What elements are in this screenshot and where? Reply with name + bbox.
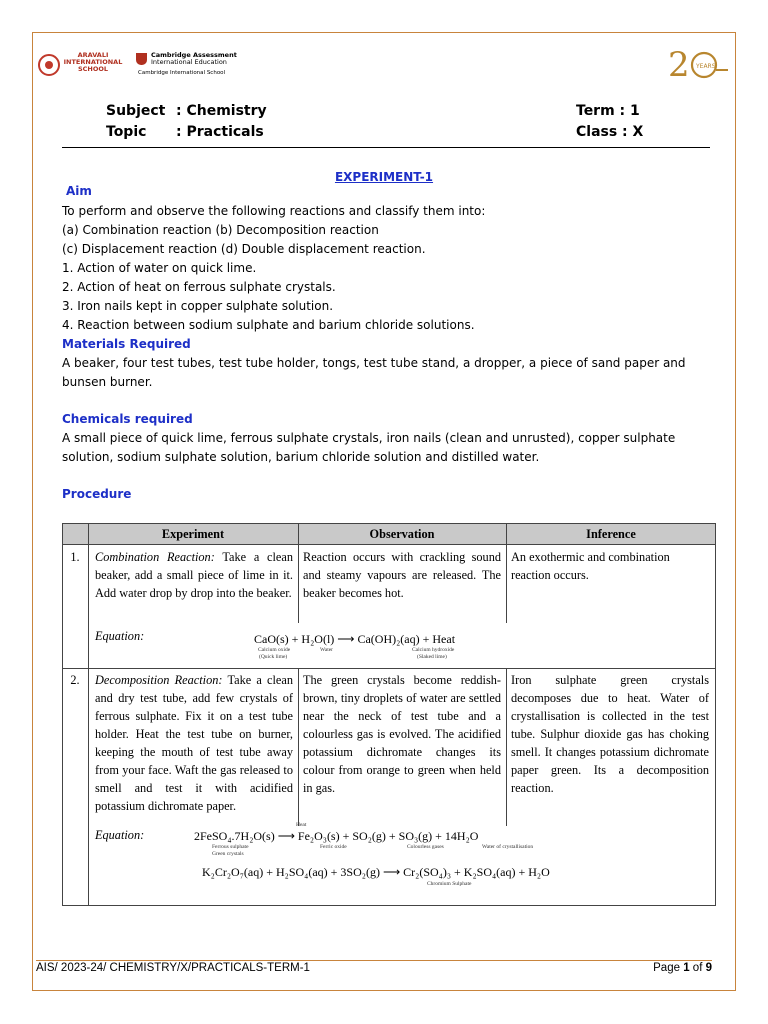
row2-eq-sub: Colourless gases	[407, 844, 444, 850]
row1-equation-label: Equation:	[95, 629, 145, 643]
school-logo	[38, 52, 124, 84]
row2-equation2: K₂Cr₂O₇(aq) + H₂SO₄(aq) + 3SO₂(g) ⟶ Cr₂(SO₄)₃ + K₂SO₄(aq) + H₂O	[202, 865, 550, 879]
header-observation: Observation	[369, 527, 435, 541]
row2-experiment: Decomposition Reaction: Take a clean and dry test tube, add few crystals of ferrous sulphate. Fix it on a test tube holder. Heat the test tube on burner, keeping the mouth of test tube away from your face. Waft the gas released to smell and test it with acidified potassium dichromate paper.	[95, 673, 293, 813]
row1-eq-sub: Water	[320, 647, 333, 653]
svg-text:2: 2	[668, 45, 690, 84]
table-col-divider	[298, 669, 299, 826]
procedure-table	[62, 523, 716, 906]
row1-eq-sub: Calcium hydroxide	[412, 647, 455, 653]
row2-equation: 2FeSO₄.7H₂O(s) ⟶ Fe₂O₃(s) + SO₂(g) + SO₃(g) + 14H₂O	[194, 829, 479, 843]
table-col-divider	[88, 523, 89, 906]
row1-experiment: Combination Reaction: Take a clean beaker, add a small piece of lime in it. Add water drop by drop into the beaker.	[95, 550, 293, 600]
materials-heading: Materials Required	[62, 337, 191, 351]
row2-eq-sub: Green crystals	[212, 851, 244, 857]
chemicals-heading: Chemicals required	[62, 412, 193, 426]
row2-eq-heat: Heat	[296, 822, 307, 828]
subject-value: : Chemistry	[176, 103, 267, 119]
cambridge-logo	[136, 52, 246, 80]
header-divider	[62, 147, 710, 148]
anniversary-20-icon	[666, 44, 730, 84]
row1-inference: An exothermic and combination reaction occurs.	[511, 550, 670, 582]
row1-observation: Reaction occurs with crackling sound and steamy vapours are released. The beaker becomes hot.	[303, 550, 501, 600]
materials-line: A beaker, four test tubes, test tube holder, tongs, test tube stand, a dropper, a piece of sand paper and	[62, 356, 686, 370]
procedure-heading: Procedure	[62, 487, 132, 501]
aim-line: 4. Reaction between sodium sulphate and barium chloride solutions.	[62, 318, 475, 332]
school-seal-icon	[38, 54, 60, 76]
row2-inference: Iron sulphate green crystals decomposes due to heat. Water of crystallisation is collected in the test tube. Sulphur dioxide gas has choking smell. It changes potassium dichromate paper green. Its a decomposition reaction.	[511, 673, 709, 795]
chemicals-line: solution, sodium sulphate solution, barium chloride solution and distilled water.	[62, 450, 540, 464]
materials-line: bunsen burner.	[62, 375, 153, 389]
header-experiment: Experiment	[161, 527, 225, 541]
row2-equation-label: Equation:	[95, 828, 145, 842]
row1-equation: CaO(s) + H₂O(l) ⟶ Ca(OH)₂(aq) + Heat	[254, 632, 456, 646]
header-inference: Inference	[586, 527, 636, 541]
aim-line: 1. Action of water on quick lime.	[62, 261, 257, 275]
subject-label: Subject	[106, 103, 166, 119]
table-col-divider	[506, 669, 507, 826]
topic-label: Topic	[106, 124, 147, 140]
row-number: 1.	[70, 550, 80, 564]
term-label: Term : 1	[576, 103, 640, 119]
aim-line: 3. Iron nails kept in copper sulphate solution.	[62, 299, 334, 313]
footer-document-code: AIS/ 2023-24/ CHEMISTRY/X/PRACTICALS-TERM-1	[36, 962, 310, 974]
table-border-right	[715, 523, 716, 906]
cambridge-line1: Cambridge Assessment	[151, 51, 237, 59]
table-border-left	[62, 523, 63, 906]
chemicals-line: A small piece of quick lime, ferrous sulphate crystals, iron nails (clean and unrusted), copper sulphate	[62, 431, 676, 445]
school-name-line1: ARAVALI	[77, 51, 109, 59]
class-label: Class : X	[576, 124, 644, 140]
table-border-bottom	[62, 905, 716, 906]
row2-observation: The green crystals become reddish-brown, tiny droplets of water are settled near the neck of test tube and a colourless gas is evolved. The acidified potassium dichromate changes its colour from orange to green when held in gas.	[303, 673, 501, 795]
experiment-title: EXPERIMENT-1	[334, 170, 434, 184]
aim-line: 2. Action of heat on ferrous sulphate crystals.	[62, 280, 336, 294]
table-col-divider	[506, 523, 507, 623]
aim-line: (a) Combination reaction (b) Decomposition reaction	[62, 223, 379, 237]
table-col-divider	[298, 523, 299, 623]
aim-line: To perform and observe the following reactions and classify them into:	[62, 204, 486, 218]
school-name-line3: SCHOOL	[77, 65, 109, 73]
row2-eq2-sub: Chromium Sulphate	[427, 881, 472, 887]
row1-eq-sub: (Slaked lime)	[417, 654, 447, 660]
footer-divider	[36, 960, 712, 961]
cambridge-line2: International Education	[151, 58, 227, 66]
row2-eq-sub: Ferric oxide	[320, 844, 347, 850]
row1-eq-sub: (Quick lime)	[259, 654, 288, 660]
table-row-divider	[62, 668, 716, 669]
svg-text:YEARS: YEARS	[696, 63, 716, 70]
aim-line: (c) Displacement reaction (d) Double displacement reaction.	[62, 242, 426, 256]
cambridge-line3: Cambridge International School	[138, 70, 226, 76]
row-number: 2.	[70, 673, 80, 687]
row1-eq-sub: Calcium oxide	[258, 647, 291, 653]
row2-eq-sub: Ferrous sulphate	[212, 844, 249, 850]
anniversary-logo	[666, 44, 730, 84]
cambridge-shield-icon	[136, 53, 147, 65]
aim-heading: Aim	[66, 184, 92, 198]
topic-value: : Practicals	[176, 124, 264, 140]
school-name-line2: INTERNATIONAL	[63, 58, 123, 66]
row2-eq-sub: Water of crystallisation	[482, 844, 534, 850]
footer-page-number: Page 1 of 9	[653, 962, 712, 974]
